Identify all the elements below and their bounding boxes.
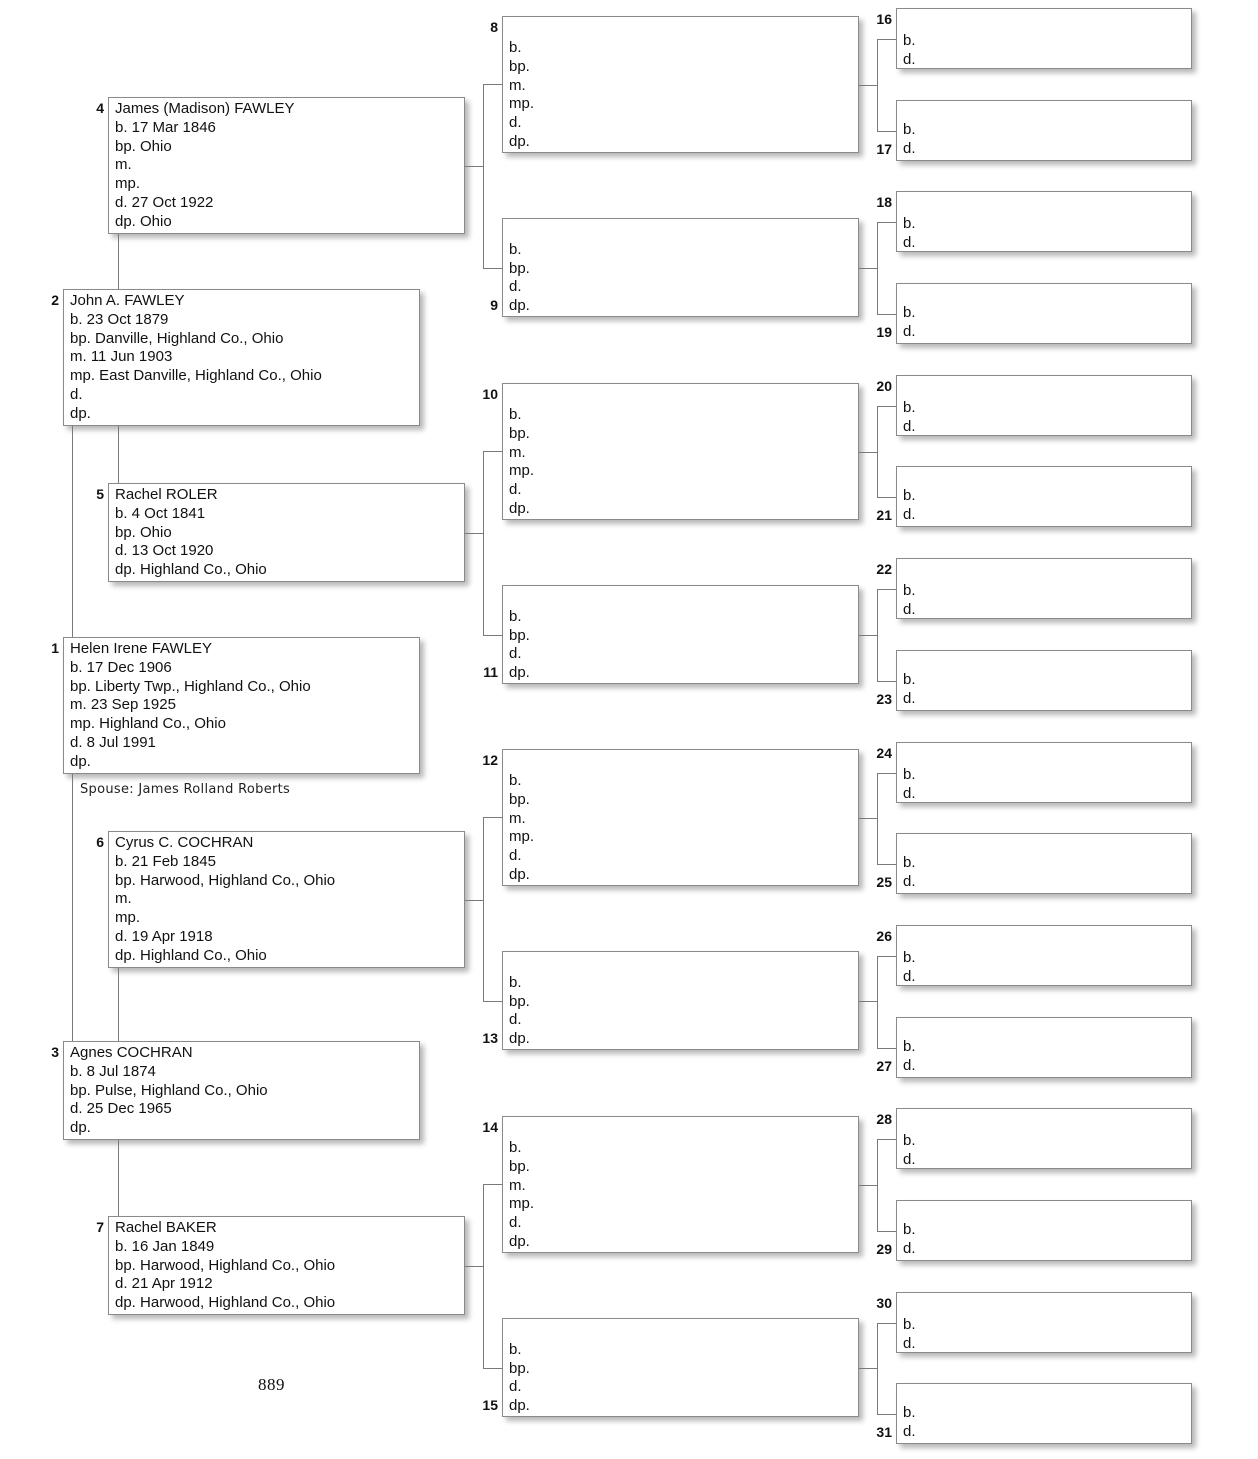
connector-line [483,1001,502,1002]
person-box-7 [108,1216,465,1315]
person-detail: dp. [70,404,91,422]
person-detail: bp. [509,626,530,644]
person-detail: b. 21 Feb 1845 [115,852,216,870]
person-number: 17 [876,141,892,157]
connector-line [465,1266,483,1267]
person-detail: bp. [509,790,530,808]
person-detail: dp. Harwood, Highland Co., Ohio [115,1294,336,1312]
person-detail: b. [509,607,522,625]
person-box-6 [108,831,465,968]
connector-line [483,817,484,1001]
person-detail: m. [509,1176,526,1194]
connector-line [859,1001,877,1002]
person-detail: dp. [509,865,530,883]
person-box-22 [896,558,1192,619]
person-detail: mp. [509,462,535,480]
person-detail: d. 27 Oct 1922 [115,193,214,211]
person-detail: bp. [509,424,530,442]
person-detail: d. 21 Apr 1912 [115,1275,213,1293]
person-detail: d. [903,967,916,985]
person-number: 9 [490,297,498,313]
person-detail: bp. Liberty Twp., Highland Co., Ohio [70,677,311,695]
person-detail: bp. [509,57,530,75]
connector-line [877,773,878,864]
connector-line [72,774,73,1041]
connector-line [877,1139,896,1140]
person-detail: d. [903,1240,916,1258]
connector-line [877,131,896,132]
connector-line [483,84,502,85]
person-number: 18 [876,194,892,210]
person-detail: d. 13 Oct 1920 [115,542,214,560]
person-number: 16 [876,11,892,27]
person-detail: d. [509,114,522,132]
person-detail: d. [903,417,916,435]
person-detail: m. [509,76,526,94]
person-detail: b. 17 Mar 1846 [115,118,216,136]
person-number: 21 [876,507,892,523]
spouse-note: Spouse: James Rolland Roberts [80,782,291,797]
person-detail: b. 23 Oct 1879 [70,310,169,328]
person-detail: b. [509,1340,522,1358]
person-number: 27 [876,1058,892,1074]
person-number: 29 [876,1241,892,1257]
person-box-13 [502,951,859,1050]
person-detail: d. [509,645,522,663]
person-detail: d. [509,1214,522,1232]
person-box-20 [896,375,1192,436]
person-detail: d. [509,278,522,296]
person-detail: mp. Highland Co., Ohio [70,715,226,733]
person-box-9 [502,218,859,317]
person-detail: b. [903,766,916,783]
person-detail: b. 8 Jul 1874 [70,1062,156,1080]
person-detail: b. [903,215,916,232]
person-detail: b. [903,121,916,139]
person-number: 6 [96,834,104,850]
person-box-1 [63,637,420,774]
person-detail: b. [509,406,522,423]
connector-line [877,589,896,590]
person-detail: m. [509,809,526,827]
connector-line [118,1140,119,1216]
person-box-10 [502,383,859,520]
connector-line [483,268,502,269]
connector-line [877,1231,896,1232]
person-detail: dp. Highland Co., Ohio [115,946,267,964]
person-detail: dp. [509,1232,530,1250]
person-detail: dp. [509,1030,530,1048]
connector-line [877,406,896,407]
person-box-28 [896,1108,1192,1169]
person-detail: m. 23 Sep 1925 [70,696,176,714]
person-detail: d. [509,1011,522,1029]
person-detail: dp. [70,752,91,770]
person-detail: dp. [509,1397,530,1415]
connector-line [877,1323,896,1324]
connector-line [859,452,877,453]
person-detail: b. [509,240,522,258]
person-box-12 [502,749,859,886]
connector-line [877,1323,878,1414]
person-detail: m. [509,443,526,461]
connector-line [859,1185,877,1186]
person-number: 4 [96,100,104,116]
person-detail: b. 16 Jan 1849 [115,1237,215,1255]
connector-line [877,773,896,774]
connector-line [877,406,878,497]
person-detail: dp. [509,499,530,517]
person-number: 10 [482,386,498,402]
person-detail: b. 4 Oct 1841 [115,504,206,522]
person-detail: b. [903,1038,916,1056]
connector-line [877,222,896,223]
person-number: 7 [96,1219,104,1235]
person-detail: b. [903,854,916,872]
person-detail: mp. [509,828,535,846]
person-name: Cyrus C. COCHRAN [115,834,254,851]
person-detail: d. [70,385,83,403]
connector-line [877,956,878,1048]
person-number: 25 [876,874,892,890]
person-number: 8 [490,19,498,35]
person-box-30 [896,1292,1192,1353]
connector-line [118,426,119,483]
person-detail: d. [509,481,522,499]
person-box-5 [108,483,465,582]
person-number: 19 [876,324,892,340]
person-detail: dp. Highland Co., Ohio [115,561,267,579]
connector-line [877,39,896,40]
person-detail: d. 19 Apr 1918 [115,927,213,945]
person-box-3 [63,1041,420,1140]
person-detail: b. [509,39,522,56]
person-detail: bp. [509,1359,530,1377]
connector-line [877,589,878,681]
connector-line [859,635,877,636]
connector-line [859,1368,877,1369]
connector-line [483,1184,502,1185]
person-number: 3 [51,1044,59,1060]
person-detail: d. [509,847,522,865]
connector-line [877,1139,878,1231]
connector-line [483,1368,502,1369]
person-detail: d. [903,1150,916,1168]
person-detail: b. [509,772,522,789]
person-detail: dp. Ohio [115,212,172,230]
person-number: 20 [876,378,892,394]
person-detail: dp. [509,132,530,150]
person-detail: b. [903,1404,916,1422]
person-box-16 [896,8,1192,69]
person-detail: b. [903,487,916,505]
person-detail: d. [509,1378,522,1396]
person-number: 1 [51,640,59,656]
person-detail: mp. [509,1195,535,1213]
person-detail: d. [903,323,916,341]
person-detail: d. [903,784,916,802]
person-number: 15 [482,1397,498,1413]
person-detail: bp. [509,1157,530,1175]
person-detail: b. [903,399,916,416]
person-detail: bp. Ohio [115,523,172,541]
person-detail: d. [903,50,916,68]
person-detail: dp. [509,664,530,682]
connector-line [483,451,502,452]
person-detail: mp. East Danville, Highland Co., Ohio [70,367,322,385]
person-detail: bp. [509,259,530,277]
person-box-29 [896,1200,1192,1261]
person-detail: mp. [115,909,141,927]
connector-line [877,497,896,498]
person-box-23 [896,650,1192,711]
person-detail: b. [903,1316,916,1333]
connector-line [483,1184,484,1368]
person-detail: d. [903,873,916,891]
person-detail: d. [903,233,916,251]
connector-line [72,426,73,637]
person-box-17 [896,100,1192,161]
person-detail: d. [903,1057,916,1075]
person-detail: d. 25 Dec 1965 [70,1100,172,1118]
connector-line [877,1048,896,1049]
person-number: 26 [876,928,892,944]
person-name: Rachel ROLER [115,486,218,503]
connector-line [483,817,502,818]
person-name: John A. FAWLEY [70,292,185,309]
person-number: 28 [876,1111,892,1127]
person-box-26 [896,925,1192,986]
person-detail: d. 8 Jul 1991 [70,733,156,751]
connector-line [465,166,483,167]
connector-line [877,222,878,314]
page-number: 889 [258,1375,285,1394]
connector-line [877,39,878,131]
person-detail: bp. Harwood, Highland Co., Ohio [115,871,336,889]
person-box-11 [502,585,859,684]
connector-line [877,681,896,682]
person-box-27 [896,1017,1192,1078]
person-number: 24 [876,745,892,761]
person-detail: m. [115,156,132,174]
person-detail: bp. [509,992,530,1010]
connector-line [859,268,877,269]
person-detail: b. [509,973,522,991]
person-detail: d. [903,600,916,618]
person-number: 30 [876,1295,892,1311]
person-detail: dp. [509,297,530,315]
person-detail: mp. [509,95,535,113]
person-detail: d. [903,506,916,524]
person-detail: bp. Ohio [115,137,172,155]
person-detail: b. [903,949,916,966]
person-detail: mp. [115,175,141,193]
connector-line [465,900,483,901]
person-box-21 [896,466,1192,527]
person-name: Helen Irene FAWLEY [70,640,213,657]
person-name: James (Madison) FAWLEY [115,100,295,117]
person-detail: b. 17 Dec 1906 [70,658,172,676]
connector-line [465,533,483,534]
person-box-2 [63,289,420,426]
person-detail: bp. Pulse, Highland Co., Ohio [70,1081,268,1099]
person-box-15 [502,1318,859,1417]
person-number: 22 [876,561,892,577]
connector-line [483,635,502,636]
person-number: 5 [96,486,104,502]
person-number: 23 [876,691,892,707]
person-detail: b. [903,582,916,599]
person-number: 14 [482,1119,498,1135]
person-number: 13 [482,1030,498,1046]
person-detail: bp. Danville, Highland Co., Ohio [70,329,284,347]
connector-line [859,818,877,819]
person-detail: d. [903,1423,916,1441]
connector-line [877,314,896,315]
connector-line [118,968,119,1041]
connector-line [859,85,877,86]
person-box-14 [502,1116,859,1253]
connector-line [118,234,119,289]
person-detail: d. [903,1334,916,1352]
person-box-4 [108,97,465,234]
person-detail: bp. Harwood, Highland Co., Ohio [115,1256,336,1274]
connector-line [483,451,484,635]
person-detail: b. [903,304,916,322]
person-number: 31 [876,1424,892,1440]
person-box-18 [896,191,1192,252]
person-detail: m. 11 Jun 1903 [70,348,173,366]
person-detail: b. [903,1221,916,1239]
person-detail: b. [903,671,916,689]
connector-line [877,956,896,957]
person-box-8 [502,16,859,153]
person-detail: d. [903,140,916,158]
person-detail: b. [903,32,916,49]
person-box-31 [896,1383,1192,1444]
person-name: Rachel BAKER [115,1219,217,1236]
person-detail: dp. [70,1119,91,1137]
person-box-19 [896,283,1192,344]
person-name: Agnes COCHRAN [70,1044,193,1061]
connector-line [877,1414,896,1415]
person-detail: m. [115,890,132,908]
person-detail: d. [903,690,916,708]
connector-line [483,84,484,268]
person-number: 11 [483,664,498,680]
person-detail: b. [903,1132,916,1149]
person-detail: b. [509,1139,522,1156]
person-box-25 [896,833,1192,894]
person-box-24 [896,742,1192,803]
connector-line [877,864,896,865]
person-number: 12 [482,752,498,768]
person-number: 2 [51,292,59,308]
